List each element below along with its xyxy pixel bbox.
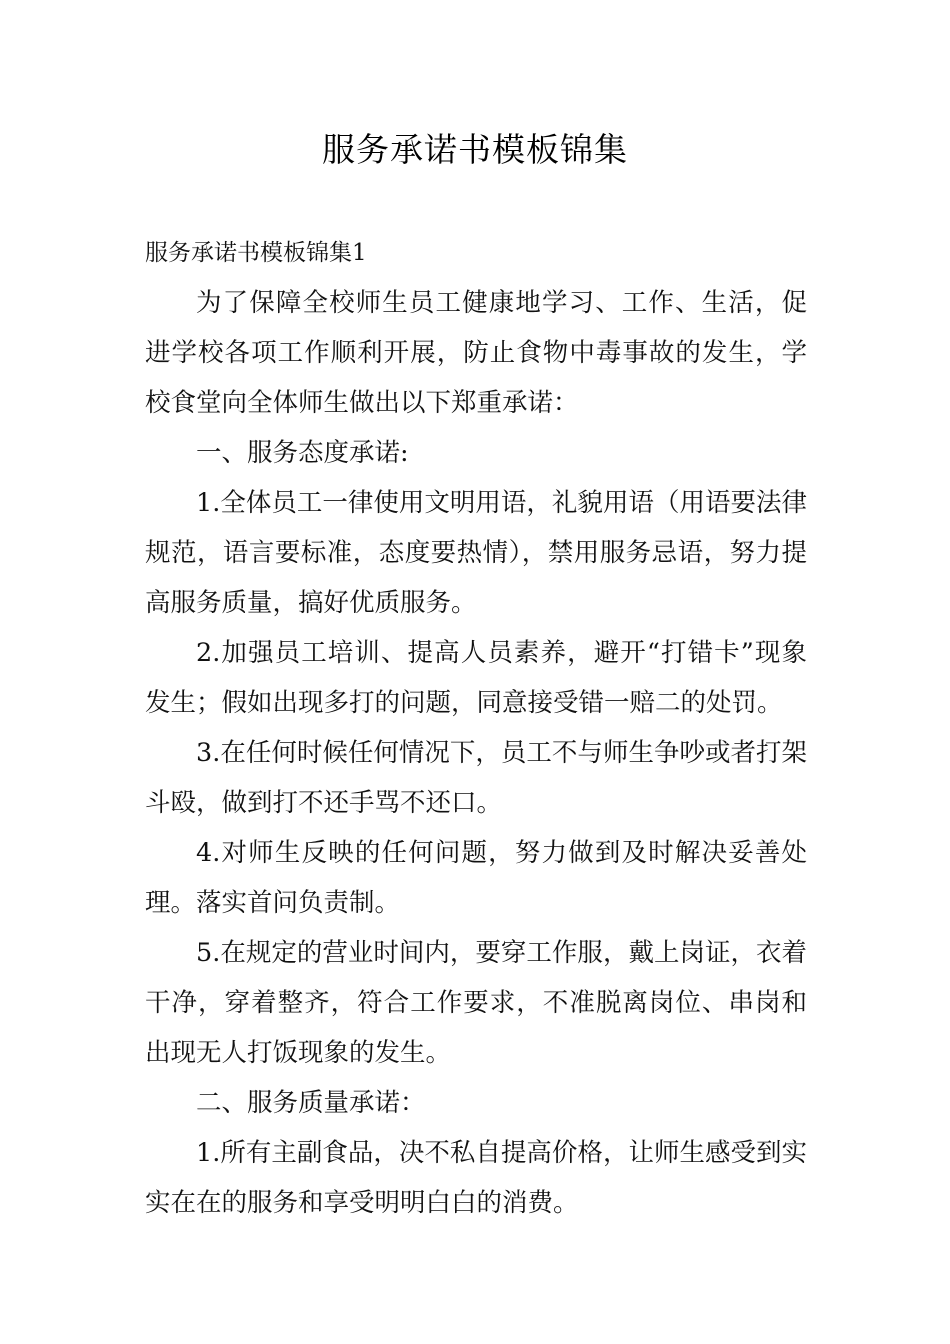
paragraph-item-3: 3.在任何时候任何情况下，员工不与师生争吵或者打架斗殴，做到打不还手骂不还口。 (145, 738, 807, 818)
paragraph-item-5: 5.在规定的营业时间内，要穿工作服，戴上岗证，衣着干净，穿着整齐，符合工作要求，不准脱离岗位、串岗和出现无人打饭现象的发生。 (145, 938, 807, 1068)
document-body (145, 228, 807, 1228)
document-title: 服务承诺书模板锦集 (322, 130, 628, 169)
paragraph-item-1: 1.全体员工一律使用文明用语，礼貌用语（用语要法律规范，语言要标准，态度要热情），禁用服务忌语，努力提高服务质量，搞好优质服务。 (145, 488, 807, 618)
section-subtitle: 服务承诺书模板锦集1 (145, 240, 367, 266)
heading-service-attitude: 一、服务态度承诺: (196, 438, 409, 468)
heading-service-quality: 二、服务质量承诺： (196, 1088, 426, 1118)
paragraph-item-2: 2.加强员工培训、提高人员素养，避开“打错卡”现象发生；假如出现多打的问题，同意接受错一赔二的处罚。 (145, 638, 807, 718)
paragraph-quality-item-1: 1.所有主副食品，决不私自提高价格，让师生感受到实实在在的服务和享受明明白白的消费。 (145, 1138, 807, 1218)
paragraph-item-4: 4.对师生反映的任何问题，努力做到及时解决妥善处理。落实首问负责制。 (145, 838, 807, 918)
paragraph-intro: 为了保障全校师生员工健康地学习、工作、生活，促进学校各项工作顺利开展，防止食物中毒事故的发生，学校食堂向全体师生做出以下郑重承诺： (145, 288, 807, 418)
